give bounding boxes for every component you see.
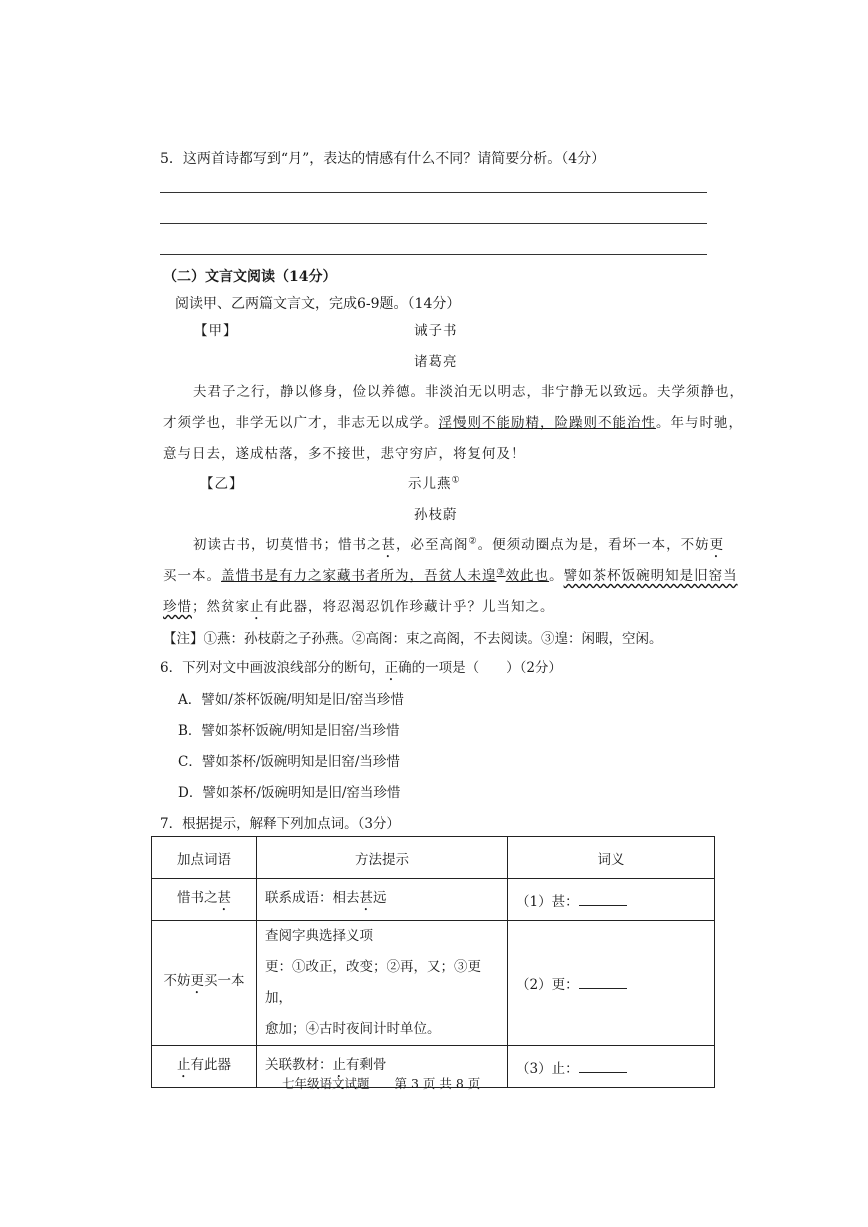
row1-answer[interactable]: （1）甚： <box>508 879 715 921</box>
header-word: 加点词语 <box>152 837 257 879</box>
yi-underlined-sentence: 盖惜书是有力之家藏书者所为，吾贫人未遑 <box>221 568 497 584</box>
jia-underlined-sentence: 淫慢则不能励精，险躁则不能治性 <box>438 415 656 431</box>
q5-text: 5．这两首诗都写到“月”，表达的情感有什么不同？请简要分析。（4分） <box>160 151 606 167</box>
answer-blank[interactable] <box>579 893 627 906</box>
answer-blank[interactable] <box>579 1060 627 1073</box>
q7-stem: 7．根据提示，解释下列加点词。（3分） <box>160 816 400 832</box>
row2-hint: 查阅字典选择义项 更：①改正，改变；②再，又；③更加， 愈加；④古时夜间计时单位。 <box>257 921 508 1046</box>
answer-blank[interactable] <box>579 976 627 989</box>
notes: 【注】①燕：孙枝蔚之子孙燕。②高阁：束之高阁，不去阅读。③遑：闲暇，空闲。 <box>163 631 663 647</box>
jia-line-3: 意与日去，遂成枯落，多不接世，悲守穷庐，将复何及！ <box>163 446 526 462</box>
page-footer: 七年级语文试题 第 3 页 共 8 页 <box>282 1076 481 1091</box>
answer-line-2[interactable] <box>160 223 707 224</box>
yi-title: 示儿燕① <box>408 475 461 492</box>
vocab-table <box>151 836 715 1088</box>
table-row <box>152 921 715 1046</box>
jia-line-1: 夫君子之行，静以修身，俭以养德。非淡泊无以明志，非宁静无以致远。夫学须静也， <box>193 384 744 400</box>
row1-word: 惜书之甚 <box>152 879 257 921</box>
header-meaning: 词义 <box>508 837 715 879</box>
yi-author: 孙枝蔚 <box>414 507 458 523</box>
yi-line-1: 初读古书，切莫惜书；惜书之甚，必至高阁②。便须动圈点为是，看坏一本，不妨更 <box>193 536 725 553</box>
row2-answer[interactable]: （2）更： <box>508 921 715 1046</box>
q6-option-d[interactable]: D．譬如茶杯/饭碗明知是旧/窑当珍惜 <box>178 785 401 801</box>
row3-word: 止有此器 <box>152 1046 257 1088</box>
section-heading: （二）文言文阅读（14分） <box>163 269 337 285</box>
q6-option-a[interactable]: A．譬如/茶杯饭碗/明知是旧/窑当珍惜 <box>178 692 404 708</box>
row3-hint: 关联教材：止有剩骨 <box>257 1046 508 1088</box>
answer-line-3[interactable] <box>160 254 707 255</box>
yi-line-3: 珍惜；然贫家止有此器，将忍渴忍饥作珍藏计乎？儿当知之。 <box>163 599 555 615</box>
table-header-row <box>152 837 715 879</box>
header-hint: 方法提示 <box>257 837 508 879</box>
row3-answer[interactable]: （3）止： <box>508 1046 715 1088</box>
row1-hint: 联系成语：相去甚远 <box>257 879 508 921</box>
jia-author: 诸葛亮 <box>414 354 458 370</box>
section-intro: 阅读甲、乙两篇文言文，完成6-9题。（14分） <box>175 296 461 312</box>
jia-tag: 【甲】 <box>194 323 238 339</box>
row2-word: 不妨更买一本 <box>152 921 257 1046</box>
q6-option-b[interactable]: B．譬如茶杯饭碗/明知是旧窑/当珍惜 <box>178 723 400 739</box>
table-row <box>152 879 715 921</box>
yi-tag: 【乙】 <box>200 476 244 492</box>
jia-line-2: 才须学也，非学无以广才，非志无以成学。淫慢则不能励精，险躁则不能治性。年与时驰， <box>163 415 743 431</box>
jia-title: 诫子书 <box>414 323 458 339</box>
yi-wavy-sentence: 譬如茶杯饭碗明知是旧窑当 <box>563 568 738 584</box>
q6-stem: 6．下列对文中画波浪线部分的断句，正确的一项是（ ）（2分） <box>160 660 562 676</box>
yi-line-2: 买一本。盖惜书是有力之家藏书者所为，吾贫人未遑③效此也。譬如茶杯饭碗明知是旧窑当 <box>163 567 738 584</box>
answer-line-1[interactable] <box>160 192 707 193</box>
q6-option-c[interactable]: C．譬如茶杯/饭碗明知是旧窑/当珍惜 <box>178 754 400 770</box>
